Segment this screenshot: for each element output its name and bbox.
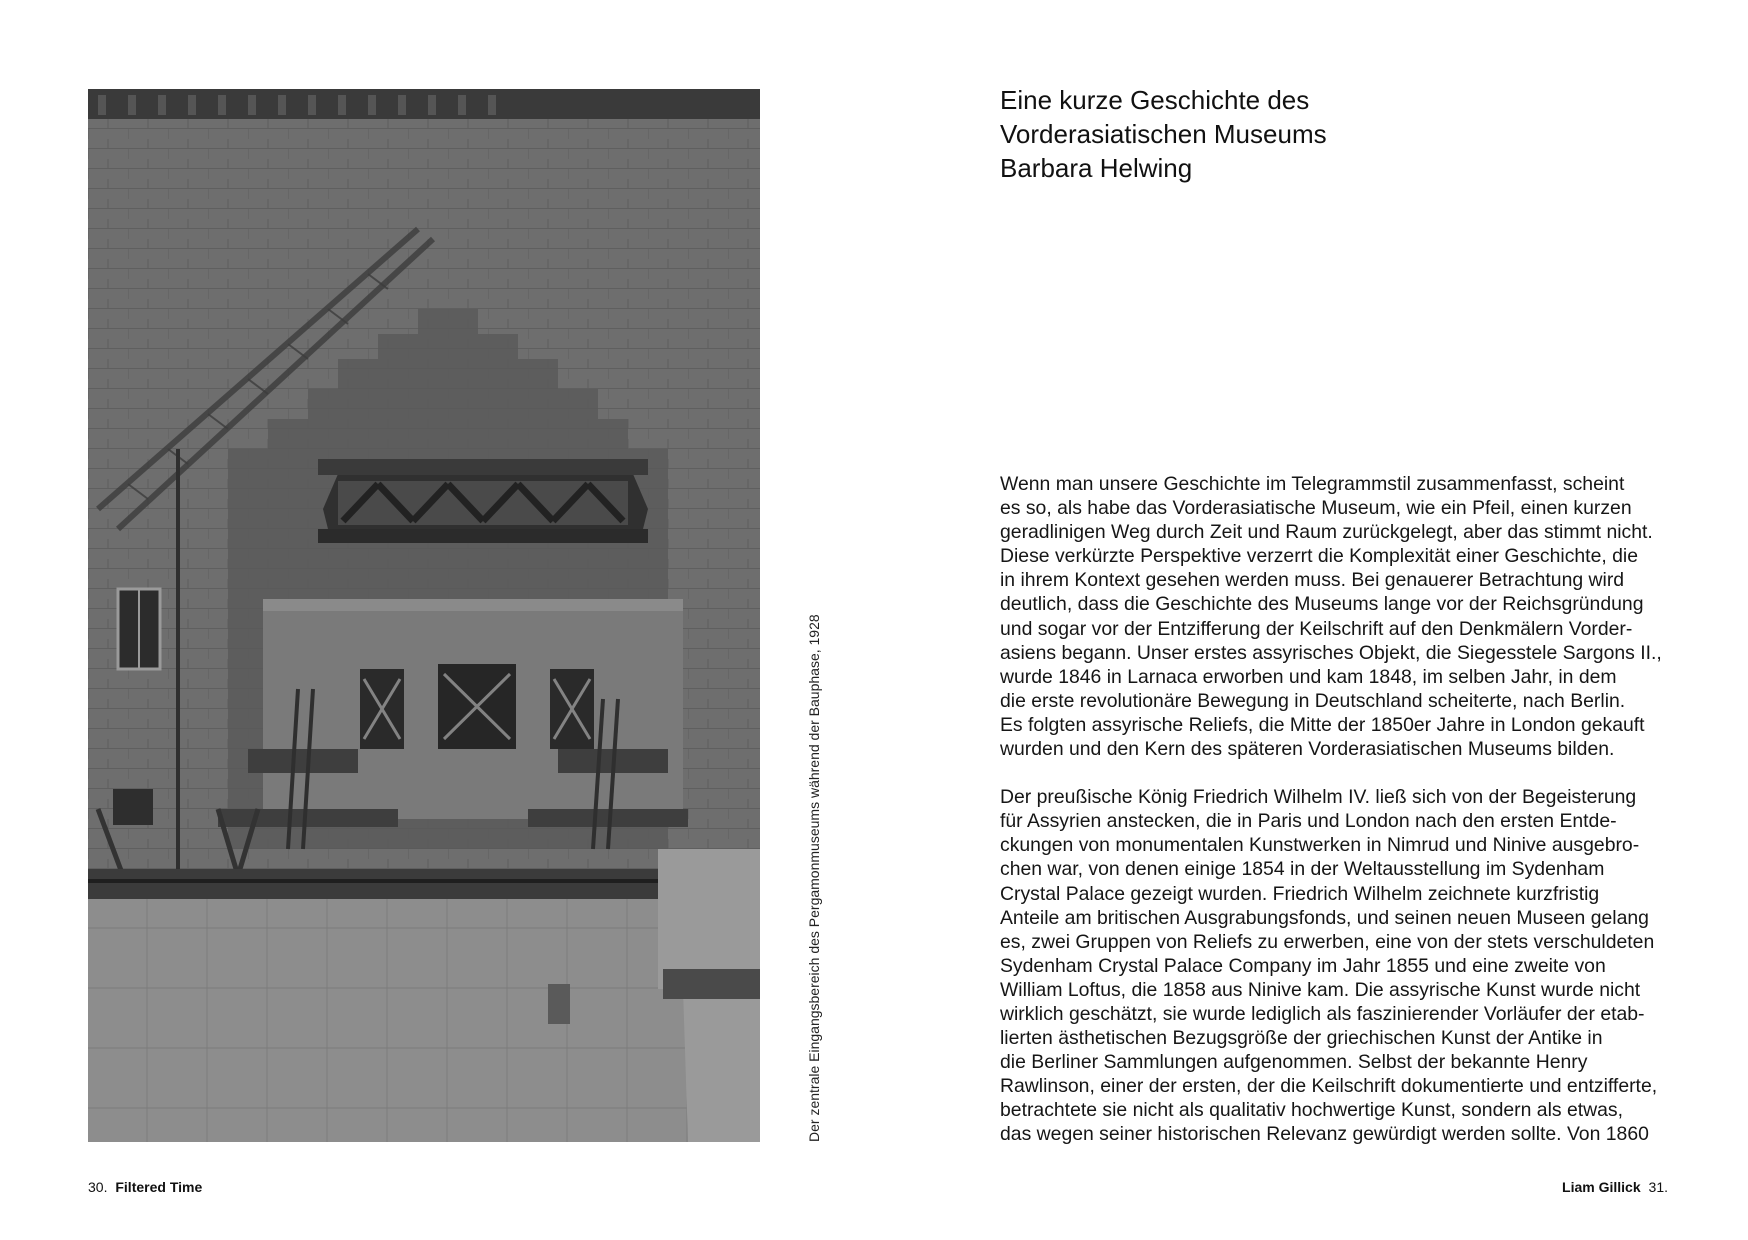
text-line: die erste revolutionäre Bewegung in Deutschland scheiterte, nach Berlin. <box>1000 689 1626 712</box>
text-line: chen war, von denen einige 1854 in der Weltausstellung im Sydenham <box>1000 858 1605 881</box>
text-line: Wenn man unsere Geschichte im Telegrammstil zusammenfasst, scheint <box>1000 473 1625 495</box>
text-line: Rawlinson, einer der ersten, der die Keilschrift dokumentierte und entzifferte, <box>1000 1075 1658 1098</box>
article-title <box>1000 83 1327 185</box>
text-line: geradlinigen Weg durch Zeit und Raum zurückgelegt, aber das stimmt nicht. <box>1000 521 1653 544</box>
text-line: Anteile am britischen Ausgrabungsfonds, und seinen neuen Museen gelang <box>1000 906 1649 929</box>
text-line: deutlich, dass die Geschichte des Museums lange vor der Reichsgründung <box>1000 593 1644 616</box>
author-name: Barbara Helwing <box>1000 153 1193 183</box>
text-line: es so, als habe das Vorderasiatische Museum, wie ein Pfeil, einen kurzen <box>1000 497 1632 520</box>
text-line: und sogar vor der Entzifferung der Keilschrift auf den Denkmälern Vorder- <box>1000 617 1633 640</box>
text-line: Der preußische König Friedrich Wilhelm IV. ließ sich von der Begeisterung <box>1000 786 1637 809</box>
construction-photo <box>88 89 760 1142</box>
text-line: asiens begann. Unser erstes assyrisches Objekt, die Siegesstele Sargons II., <box>1000 641 1662 664</box>
text-line: Sydenham Crystal Palace Company im Jahr 1855 und eine zweite von <box>1000 954 1606 977</box>
footer-title-left: Filtered Time <box>115 1179 203 1195</box>
text-line: ckungen von monumentalen Kunstwerken in Nimrud und Ninive ausgebro- <box>1000 834 1640 857</box>
paragraph-2 <box>1000 785 1680 1146</box>
title-line: Eine kurze Geschichte des <box>1000 85 1310 115</box>
text-line: Diese verkürzte Perspektive verzerrt die Komplexität einer Geschichte, die <box>1000 545 1639 568</box>
text-line: in ihrem Kontext gesehen werden muss. Bei genauerer Betrachtung wird <box>1000 569 1625 592</box>
text-line: Es folgten assyrische Reliefs, die Mitte der 1850er Jahre in London gekauft <box>1000 713 1645 736</box>
paragraph-1 <box>1000 472 1680 761</box>
page-number-left: 30. <box>88 1179 108 1195</box>
text-line: lierten ästhetischen Bezugsgröße der griechischen Kunst der Antike in <box>1000 1027 1603 1050</box>
text-line: Crystal Palace gezeigt wurden. Friedrich Wilhelm zeichnete kurzfristig <box>1000 882 1600 905</box>
footer-left <box>88 1178 202 1196</box>
text-line: es, zwei Gruppen von Reliefs zu erwerben, eine von der stets verschuldeten <box>1000 930 1655 953</box>
text-line: wurde 1846 in Larnaca erworben und kam 1848, im selben Jahr, in dem <box>1000 665 1617 688</box>
text-line: wirklich geschätzt, sie wurde lediglich als faszinierender Vorläufer der etab- <box>1000 1002 1645 1025</box>
text-line: das wegen seiner historischen Relevanz gewürdigt werden sollte. Von 1860 <box>1000 1123 1649 1146</box>
page-number-right: 31. <box>1648 1179 1668 1195</box>
text-line: betrachtete sie nicht als qualitativ hochwertige Kunst, sondern als etwas, <box>1000 1099 1623 1122</box>
text-line: wurden und den Kern des späteren Vorderasiatischen Museums bilden. <box>1000 738 1615 761</box>
photo-caption: Der zentrale Eingangsbereich des Pergamonmuseums während der Bauphase, 1928 <box>806 614 822 1142</box>
text-line: für Assyrien anstecken, die in Paris und London nach den ersten Entde- <box>1000 810 1617 833</box>
footer-title-right: Liam Gillick <box>1562 1179 1641 1195</box>
title-line: Vorderasiatischen Museums <box>1000 119 1327 149</box>
article-body <box>1000 472 1680 1171</box>
text-line: die Berliner Sammlungen aufgenommen. Selbst der bekannte Henry <box>1000 1051 1588 1074</box>
text-line: William Loftus, die 1858 aus Ninive kam. Die assyrische Kunst wurde nicht <box>1000 978 1641 1001</box>
footer-right <box>1562 1178 1672 1196</box>
